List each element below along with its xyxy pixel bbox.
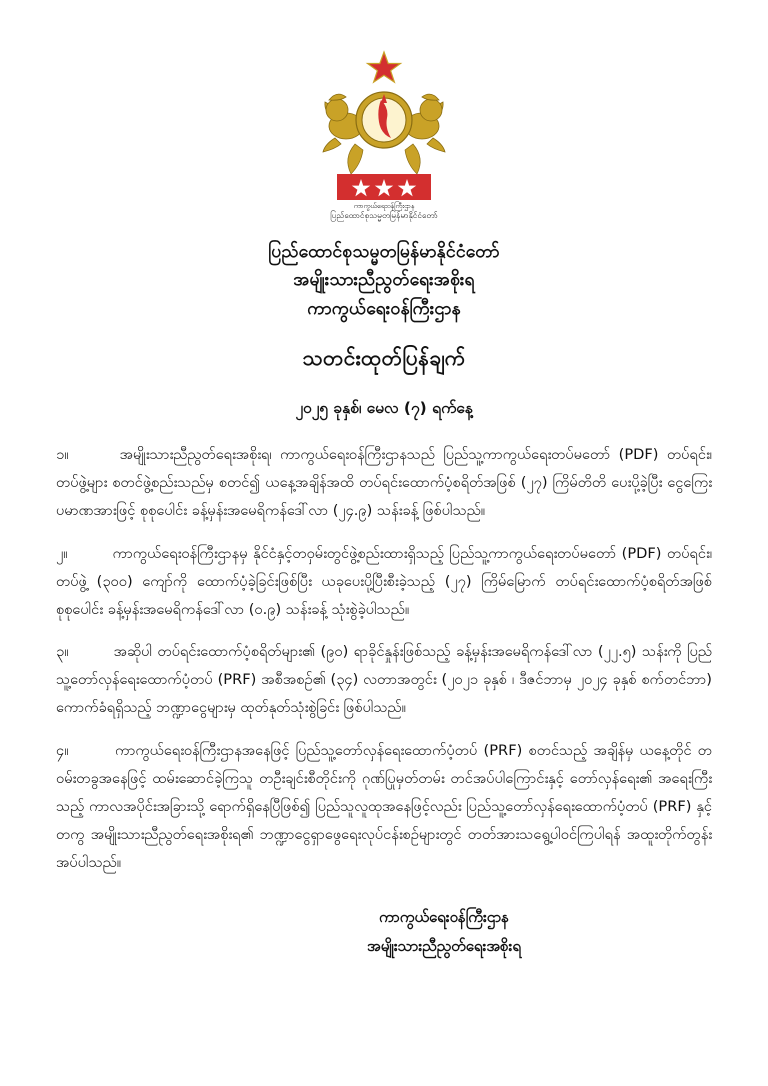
emblem-sub-caption: ပြည်ထောင်စုသမ္မတမြန်မာနိုင်ငံတော် [330, 211, 438, 220]
paragraph-1-text: အမျိုးသားညီညွတ်ရေးအစိုးရ၊ ကာကွယ်ရေးဝန်ကြီးဌာနသည် ပြည်သူ့ကာကွယ်ရေးတပ်မတော် (PDF) တပ်ရင်း၊ တပ်ဖွဲ့များ စတင်ဖွဲ့စည်းသည်မှ စတင်၍ ယနေ့အချိန်အထိ တပ်ရင်းထောက်ပံ့စရိတ်အဖြစ် (၂၇) ကြိမ်တိတိ ပေးပို့ခဲ့ပြီး ငွေကြေးပမာဏအားဖြင့် စုစုပေါင်း ခန့်မှန်းအမေရိကန်ဒေါ်လာ (၂၄.၉) သန်းခန့် ဖြစ်ပါသည်။ [56, 446, 712, 520]
paragraph-2-number: ၂။ [56, 544, 68, 562]
signature-line-government: အမျိုးသားညီညွတ်ရေးအစိုးရ [367, 936, 521, 955]
document-header [56, 238, 712, 323]
paragraph-4-text: ကာကွယ်ရေးဝန်ကြီးဌာနအနေဖြင့် ပြည်သူ့တော်လှန်ရေးထောက်ပံ့တပ် (PRF) စတင်သည့် အချိန်မှ ယနေ့တိုင် တဝမ်းတခွအနေဖြင့် ထမ်းဆောင်ခဲ့ကြသူ တဦးချင်းစီတိုင်းကို ဂုဏ်ပြုမှတ်တမ်း တင်အပ်ပါကြောင်းနှင့် တော်လှန်ရေး၏ အရေးကြီးသည့် ကာလအပိုင်းအခြားသို့ ရောက်ရှိနေပြီဖြစ်၍ ပြည်သူလူထုအနေဖြင့်လည်း ပြည်သူ့တော်လှန်ရေးထောက်ပံ့တပ် (PRF) နှင့်တကွ အမျိုးသားညီညွတ်ရေးအစိုးရ၏ ဘဏ္ဍာငွေရှာဖွေရေးလုပ်ငန်းစဉ်များတွင် တတ်အားသရွေ့ပါဝင်ကြပါရန် အထူးတိုက်တွန်းအပ်ပါသည်။ [56, 741, 713, 872]
paragraph-1-number: ၁။ [56, 446, 69, 464]
paragraph-1 [56, 441, 712, 525]
paragraph-4 [56, 737, 712, 877]
header-line-government: အမျိုးသားညီညွတ်ရေးအစိုးရ [293, 270, 475, 291]
emblem-container [56, 48, 712, 222]
header-line-country: ပြည်ထောင်စုသမ္မတမြန်မာနိုင်ငံတော် [268, 242, 500, 262]
paragraph-2-text: ကာကွယ်ရေးဝန်ကြီးဌာနမှ နိုင်ငံနှင့်တဝှမ်းတွင်ဖွဲ့စည်းထားရှိသည့် ပြည်သူ့ကာကွယ်ရေးတပ်မတော် (PDF) တပ်ရင်း၊ တပ်ဖွဲ့ (၃၀၀) ကျော်ကို ထောက်ပံ့ခဲ့ခြင်းဖြစ်ပြီး ယခုပေးပို့ပြီးစီးခဲ့သည့် (၂၇) ကြိမ်မြောက် တပ်ရင်းထောက်ပံ့စရိတ်အဖြစ် စုစုပေါင်း ခန့်မှန်းအမေရိကန်ဒေါ်လာ (၀.၉) သန်းခန့် သုံးစွဲခဲ့ပါသည်။ [56, 544, 713, 618]
document-body [56, 441, 712, 877]
svg-text:ကာကွယ်ရေးဝန်ကြီးဌာန: ကာကွယ်ရေးဝန်ကြီးဌာန [353, 202, 415, 210]
paragraph-2 [56, 540, 712, 624]
state-seal-icon [309, 48, 459, 208]
paragraph-3-text: အဆိုပါ တပ်ရင်းထောက်ပံ့စရိတ်များ၏ (၉၀) ရာခိုင်နှုန်းဖြစ်သည့် ခန့်မှန်းအမေရိကန်ဒေါ်လာ (၂၂.၅) သန်းကို ပြည်သူ့တော်လှန်ရေးထောက်ပံ့တပ် (PRF) အစီအစဉ်၏ (၃၄) လတာအတွင်း (၂၀၂၁ ခုနှစ် ၊ ဒီဇင်ဘာမှ ၂၀၂၄ ခုနှစ် စက်တင်ဘာ) ကောက်ခံရရှိသည့် ဘဏ္ဍာငွေများမှ ထုတ်နုတ်သုံးစွဲခြင်း ဖြစ်ပါသည်။ [56, 643, 713, 717]
header-line-ministry: ကာကွယ်ရေးဝန်ကြီးဌာန [307, 298, 461, 319]
page-title: သတင်းထုတ်ပြန်ချက် [302, 346, 466, 371]
paragraph-3-number: ၃။ [56, 643, 69, 661]
paragraph-4-number: ၄။ [56, 741, 69, 759]
signature-line-ministry: ကာကွယ်ရေးဝန်ကြီးဌာန [378, 908, 510, 927]
signature-block [56, 903, 712, 960]
document-date: ၂၀၂၅ ခုနှစ်၊ မေလ (၇) ရက်နေ့ [295, 399, 473, 418]
paragraph-3 [56, 638, 712, 722]
